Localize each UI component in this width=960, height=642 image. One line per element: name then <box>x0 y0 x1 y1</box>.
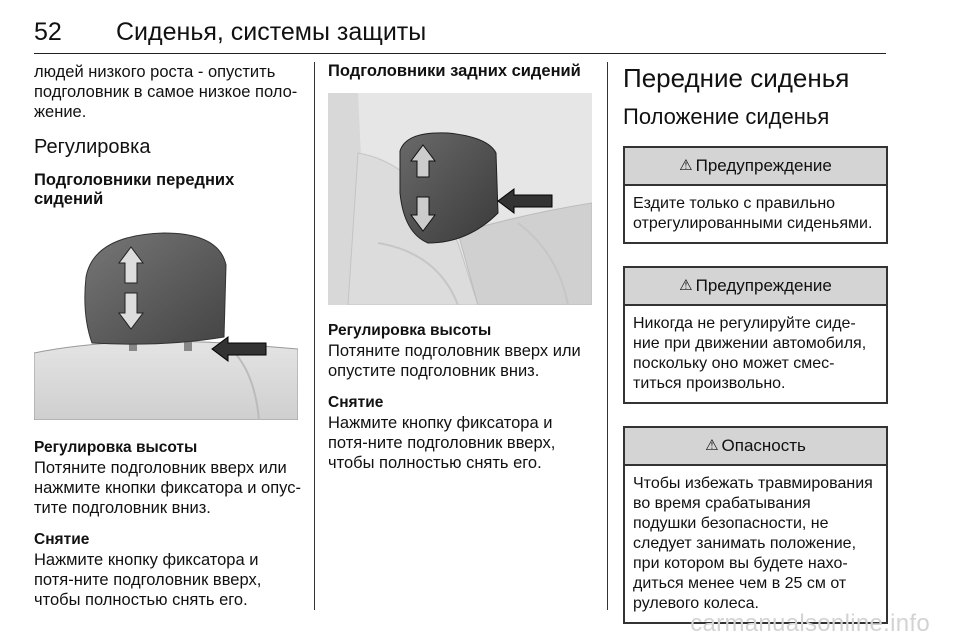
removal-heading: Снятие <box>328 394 384 411</box>
danger-label: Опасность <box>721 436 806 455</box>
warning-text: Никогда не регулируйте сиде-ние при движении автомобиля, поскольку оно может смес-титься произвольно. <box>633 315 867 392</box>
warning-box <box>623 146 888 244</box>
column-right <box>623 62 888 642</box>
warning-triangle-icon: ⚠ <box>679 157 693 174</box>
removal-heading: Снятие <box>34 531 90 548</box>
removal-text: Нажмите кнопку фиксатора и потя-ните подголовник вверх, чтобы полностью снять его. <box>328 414 556 472</box>
page-title: Сиденья, системы защиты <box>116 18 427 46</box>
danger-box <box>623 426 888 624</box>
front-headrest-illustration <box>34 225 298 420</box>
column-divider <box>607 62 608 610</box>
page-header <box>34 14 886 54</box>
warning-triangle-icon: ⚠ <box>705 437 719 454</box>
rear-headrest-illustration <box>328 93 592 305</box>
section-title: Передние сиденья <box>623 63 850 93</box>
watermark: carmanualsonline.info <box>690 610 930 637</box>
danger-header <box>625 428 886 466</box>
column-divider <box>314 62 315 610</box>
height-adjust-text: Потяните подголовник вверх или опустите подголовник вниз. <box>328 342 581 380</box>
height-adjust-text: Потяните подголовник вверх или нажмите кнопки фиксатора и опус-тите подголовник вниз. <box>34 459 301 517</box>
warning-box <box>623 266 888 404</box>
column-middle <box>328 62 596 485</box>
column-left <box>34 62 302 622</box>
warning-header <box>625 268 886 306</box>
warning-label: Предупреждение <box>695 276 832 295</box>
warning-label: Предупреждение <box>695 156 832 175</box>
page-number: 52 <box>34 18 62 46</box>
warning-header <box>625 148 886 186</box>
subsection-heading: Подголовники передних сидений <box>34 171 235 208</box>
height-adjust-heading: Регулировка высоты <box>328 322 492 339</box>
intro-text: людей низкого роста - опустить подголовник в самое низкое поло-жение. <box>34 63 298 121</box>
subsection-heading: Подголовники задних сидений <box>328 62 581 80</box>
height-adjust-heading: Регулировка высоты <box>34 439 198 456</box>
warning-text: Ездите только с правильно отрегулированными сиденьями. <box>633 195 873 232</box>
section-heading: Регулировка <box>34 136 151 158</box>
removal-text: Нажмите кнопку фиксатора и потя-ните подголовник вверх, чтобы полностью снять его. <box>34 551 262 609</box>
warning-triangle-icon: ⚠ <box>679 277 693 294</box>
subsection-title: Положение сиденья <box>623 104 830 129</box>
danger-text: Чтобы избежать травмирования во время срабатывания подушки безопасности, не следует занимать положение, при котором вы будете нахо-диться менее чем в 25 см от рулевого колеса. <box>633 475 873 612</box>
